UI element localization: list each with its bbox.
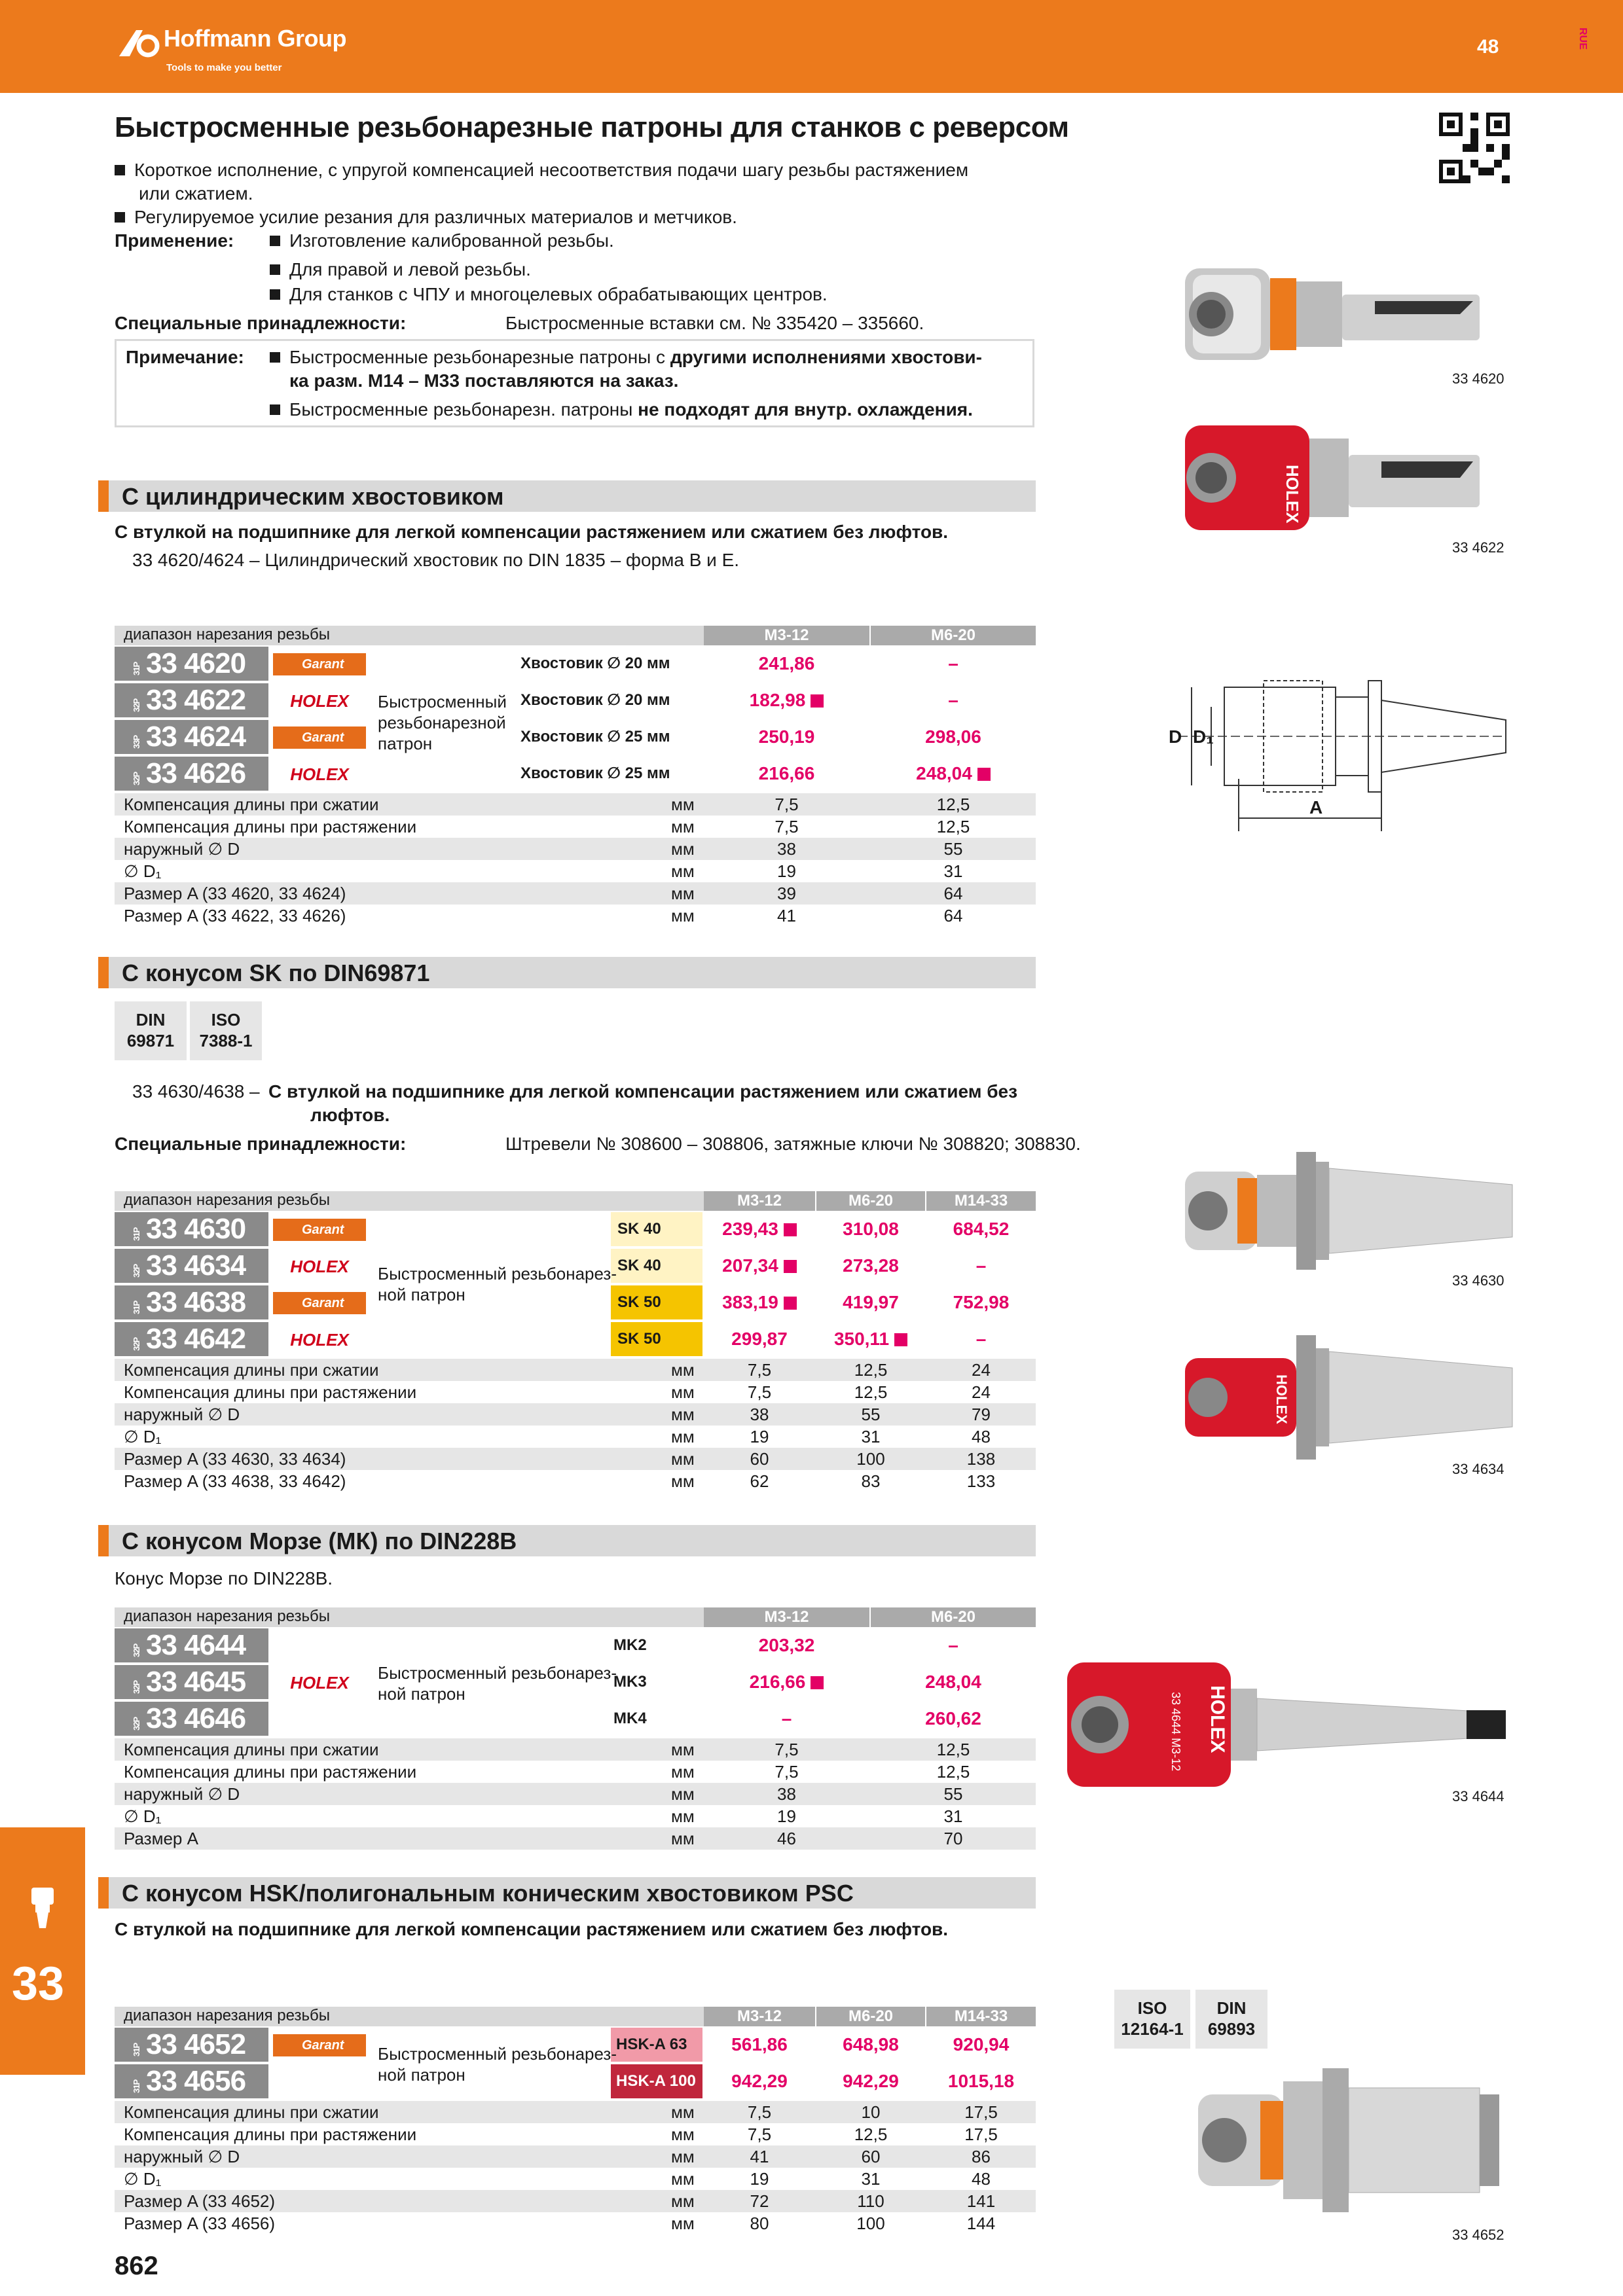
chapter-tab bbox=[0, 1827, 85, 2075]
standard-badge-iso: ISO 7388-1 bbox=[190, 1001, 262, 1060]
spec-row: Размер A (33 4622, 33 4626) мм 41 64 bbox=[124, 906, 963, 925]
section-header-hsk: С конусом HSK/полигональным коническим хвостовиком PSC bbox=[98, 1877, 1036, 1909]
spec-row: наружный ∅ D мм 38 55 bbox=[115, 1783, 1036, 1805]
price: 239,43 bbox=[704, 1212, 815, 1246]
spec-row: Размер A (33 4652) мм 72 110 141 bbox=[115, 2190, 1036, 2212]
section-4-subtitle: С втулкой на подшипнике для легкой компенсации растяжением или сжатием без люфтов. bbox=[115, 1919, 949, 1939]
brand-logo-garant: Garant bbox=[273, 1292, 366, 1314]
col-m6-20: M6-20 bbox=[816, 1191, 925, 1211]
article-number: 32P 33 4622 bbox=[115, 683, 268, 717]
page-number-top: 48 bbox=[1477, 36, 1499, 58]
article-number: 32P 33 4644 bbox=[115, 1628, 268, 1662]
image-caption-334652: 33 4652 bbox=[1452, 2227, 1504, 2243]
article-number: 31P 33 4620 bbox=[115, 647, 268, 681]
brand-tagline: Tools to make you better bbox=[166, 62, 282, 73]
price: – bbox=[948, 653, 958, 673]
spec-row: наружный ∅ D мм 38 55 bbox=[115, 838, 1036, 860]
shank-size: Хвостовик ∅ 20 мм bbox=[520, 691, 670, 709]
col-m6-20: M6-20 bbox=[816, 2007, 925, 2026]
image-caption-334630: 33 4630 bbox=[1452, 1272, 1504, 1289]
taper-size: SK 50 bbox=[611, 1285, 702, 1319]
brand-logo-garant: Garant bbox=[273, 2034, 366, 2056]
intro-bullet-1-cont: или сжатием. bbox=[139, 183, 253, 204]
spec-row: Компенсация длины при растяжении мм 7,5 12,5 bbox=[124, 1762, 970, 1782]
price: 273,28 bbox=[843, 1255, 899, 1276]
spec-row: Размер A (33 4638, 33 4642) мм 62 83 133 bbox=[124, 1471, 996, 1491]
svg-text:33 4644 M3-12: 33 4644 M3-12 bbox=[1169, 1692, 1182, 1772]
col-m14-33: M14-33 bbox=[926, 1191, 1036, 1211]
product-name: Быстросменный резьбонарезной патрон bbox=[378, 692, 507, 753]
spec-row: Размер A (33 4620, 33 4624) мм 39 64 bbox=[115, 882, 1036, 905]
spec-row: наружный ∅ D мм 38 55 79 bbox=[115, 1403, 1036, 1426]
price: 248,04 bbox=[871, 757, 1036, 791]
note-item-1-cont: ка разм. М14 – М33 поставляются на заказ. bbox=[289, 370, 679, 391]
price: 561,86 bbox=[731, 2034, 788, 2054]
chapter-number: 33 bbox=[12, 1958, 65, 2010]
spec-row: ∅ D₁ мм 19 31 48 bbox=[124, 2169, 991, 2189]
price: 942,29 bbox=[843, 2071, 899, 2091]
spec-row: Компенсация длины при растяжении мм 7,5 12,5 bbox=[124, 817, 970, 836]
col-m14-33: M14-33 bbox=[926, 2007, 1036, 2026]
article-number: 32P 33 4634 bbox=[115, 1249, 268, 1283]
taper-size: HSK-A 63 bbox=[611, 2028, 702, 2062]
article-number: 31P 33 4652 bbox=[115, 2028, 268, 2062]
article-number: 31P 33 4656 bbox=[115, 2064, 268, 2098]
section-2-acc-text: Штревели № 308600 – 308806, затяжные ключи № 308820; 308830. bbox=[505, 1134, 1081, 1154]
price: 383,19 bbox=[704, 1285, 815, 1319]
brand-logo-holex: HOLEX bbox=[273, 763, 366, 785]
stock-marker-icon bbox=[784, 1260, 797, 1273]
col-m3-12: M3-12 bbox=[704, 1607, 869, 1627]
taper-size: MK3 bbox=[613, 1673, 647, 1691]
shank-size: Хвостовик ∅ 25 мм bbox=[520, 728, 670, 745]
intro-bullet-1: Короткое исполнение, с упругой компенсацией несоответствия подачи шагу резьбы растяжением bbox=[115, 158, 968, 182]
brand-logo-garant: Garant bbox=[273, 653, 366, 675]
svg-text:HOLEX: HOLEX bbox=[1207, 1685, 1228, 1753]
article-number: 32P 33 4642 bbox=[115, 1322, 268, 1356]
image-caption-334620: 33 4620 bbox=[1452, 370, 1504, 387]
brand-logo-garant: Garant bbox=[273, 726, 366, 749]
product-name: Быстросменный резьбонарез- ной патрон bbox=[378, 2044, 617, 2085]
note-item-1: Быстросменные резьбонарезные патроны с другими исполнениями хвостови- bbox=[270, 346, 982, 369]
standard-badge-din: DIN 69871 bbox=[115, 1001, 187, 1060]
table-row bbox=[115, 683, 1036, 719]
table-row bbox=[115, 757, 1036, 792]
standard-badge-iso: ISO 12164-1 bbox=[1114, 1990, 1190, 2049]
price: 648,98 bbox=[843, 2034, 899, 2054]
application-item-1: Изготовление калиброванной резьбы. bbox=[270, 229, 614, 253]
spec-row: Размер A (33 4656) мм 80 100 144 bbox=[124, 2214, 996, 2233]
section-header-cylindrical: С цилиндрическим хвостовиком bbox=[98, 480, 1036, 512]
range-label: диапазон нарезания резьбы bbox=[115, 1607, 704, 1627]
brand-logo-holex: HOLEX bbox=[273, 1672, 366, 1694]
svg-text:HOLEX: HOLEX bbox=[1273, 1374, 1290, 1424]
spec-row: Размер A (33 4630, 33 4634) мм 60 100 138 bbox=[115, 1448, 1036, 1470]
article-number: 32P 33 4626 bbox=[115, 757, 268, 791]
col-m3-12: M3-12 bbox=[704, 626, 869, 645]
stock-marker-icon bbox=[811, 694, 824, 708]
col-m3-12: M3-12 bbox=[704, 1191, 815, 1211]
section-1-desc: 33 4620/4624 – Цилиндрический хвостовик по DIN 1835 – форма B и E. bbox=[132, 550, 740, 570]
taper-size: SK 40 bbox=[611, 1212, 702, 1246]
article-number: 32P 33 4646 bbox=[115, 1702, 268, 1736]
dimension-drawing bbox=[1165, 674, 1519, 838]
article-number: 31P 33 4630 bbox=[115, 1212, 268, 1246]
stock-marker-icon bbox=[811, 1676, 824, 1689]
product-image-334630 bbox=[1178, 1139, 1519, 1283]
price: 203,32 bbox=[758, 1635, 815, 1655]
range-label: диапазон нарезания резьбы bbox=[115, 2007, 704, 2026]
standard-badge-din: DIN 69893 bbox=[1195, 1990, 1267, 2049]
table-row bbox=[115, 1322, 1036, 1357]
product-image-334644 bbox=[1061, 1653, 1519, 1797]
price: – bbox=[948, 1635, 958, 1655]
page-number-bottom: 862 bbox=[115, 2251, 158, 2280]
dim-label-d: D bbox=[1169, 726, 1182, 747]
price: 216,66 bbox=[758, 763, 815, 783]
price: 942,29 bbox=[731, 2071, 788, 2091]
spec-row: Компенсация длины при сжатии мм 7,5 10 17,5 bbox=[115, 2101, 1036, 2123]
page-title: Быстросменные резьбонарезные патроны для станков с реверсом bbox=[115, 111, 1069, 143]
price: 350,11 bbox=[816, 1322, 925, 1356]
price: – bbox=[948, 690, 958, 710]
spec-row: Компенсация длины при растяжении мм 7,5 12,5 24 bbox=[124, 1382, 991, 1402]
stock-marker-icon bbox=[784, 1223, 797, 1236]
price: – bbox=[976, 1329, 987, 1349]
application-item-3: Для станков с ЧПУ и многоцелевых обрабатывающих центров. bbox=[270, 283, 828, 306]
product-name: Быстросменный резьбонарез- ной патрон bbox=[378, 1663, 617, 1704]
col-m6-20: M6-20 bbox=[871, 626, 1036, 645]
image-caption-334634: 33 4634 bbox=[1452, 1461, 1504, 1477]
product-image-334622 bbox=[1178, 419, 1486, 537]
brand-logo-holex: HOLEX bbox=[273, 690, 366, 712]
taper-size: HSK-A 100 bbox=[611, 2064, 702, 2098]
col-m6-20: M6-20 bbox=[871, 1607, 1036, 1627]
section-2-desc-cont: люфтов. bbox=[310, 1105, 390, 1125]
svg-text:HOLEX: HOLEX bbox=[1283, 465, 1302, 524]
spec-row: ∅ D₁ мм 19 31 48 bbox=[124, 1427, 991, 1446]
product-image-334634 bbox=[1178, 1322, 1519, 1473]
taper-size: SK 40 bbox=[611, 1249, 702, 1283]
table-row bbox=[115, 720, 1036, 755]
brand-logo-holex: HOLEX bbox=[273, 1329, 366, 1351]
price: 299,87 bbox=[731, 1329, 788, 1349]
section-header-sk: С конусом SK по DIN69871 bbox=[98, 957, 1036, 988]
price: 241,86 bbox=[758, 653, 815, 673]
brand-name: Hoffmann Group bbox=[164, 25, 346, 52]
price: 298,06 bbox=[925, 726, 981, 747]
spec-row: Компенсация длины при сжатии мм 7,5 12,5 bbox=[115, 1738, 1036, 1761]
article-number: 31P 33 4638 bbox=[115, 1285, 268, 1319]
price: 207,34 bbox=[704, 1249, 815, 1283]
intro-bullet-2: Регулируемое усилие резания для различных материалов и метчиков. bbox=[115, 206, 737, 229]
note-label: Примечание: bbox=[126, 347, 244, 367]
price: – bbox=[976, 1255, 987, 1276]
product-name: Быстросменный резьбонарез- ной патрон bbox=[378, 1264, 617, 1304]
table-row bbox=[115, 1628, 1036, 1664]
accessories-label: Специальные принадлежности: bbox=[115, 313, 407, 333]
qr-code-icon bbox=[1439, 113, 1510, 183]
price: 250,19 bbox=[758, 726, 815, 747]
price: 752,98 bbox=[953, 1292, 1010, 1312]
spec-row: Размер A мм 46 70 bbox=[115, 1827, 1036, 1850]
col-m3-12: M3-12 bbox=[704, 2007, 815, 2026]
price: 920,94 bbox=[953, 2034, 1010, 2054]
taper-size: MK2 bbox=[613, 1636, 647, 1654]
stock-marker-icon bbox=[977, 768, 991, 781]
price: 1015,18 bbox=[947, 2071, 1015, 2091]
note-item-2: Быстросменные резьбонарезн. патроны не подходят для внутр. охлаждения. bbox=[270, 398, 973, 422]
accessories-text: Быстросменные вставки см. № 335420 – 335660. bbox=[505, 313, 924, 333]
range-label: диапазон нарезания резьбы bbox=[115, 626, 704, 645]
taper-size: MK4 bbox=[613, 1710, 647, 1727]
spec-row: Компенсация длины при растяжении мм 7,5 12,5 17,5 bbox=[124, 2125, 998, 2144]
product-image-334620 bbox=[1178, 259, 1486, 370]
price: 419,97 bbox=[843, 1292, 899, 1312]
application-item-2: Для правой и левой резьбы. bbox=[270, 258, 531, 281]
dim-label-d1: D₁ bbox=[1193, 726, 1214, 747]
section-3-desc: Конус Морзе по DIN228B. bbox=[115, 1568, 333, 1588]
shank-size: Хвостовик ∅ 25 мм bbox=[520, 764, 670, 782]
taper-size: SK 50 bbox=[611, 1322, 702, 1356]
section-1-subtitle: С втулкой на подшипнике для легкой компенсации растяжением или сжатием без люфтов. bbox=[115, 522, 949, 542]
price: 260,62 bbox=[925, 1708, 981, 1729]
price: 182,98 bbox=[704, 683, 869, 717]
table-row bbox=[115, 647, 1036, 682]
spec-row: Компенсация длины при сжатии мм 7,5 12,5 24 bbox=[115, 1359, 1036, 1381]
price: 248,04 bbox=[925, 1672, 981, 1692]
price: 684,52 bbox=[953, 1219, 1010, 1239]
brand-logo-holex: HOLEX bbox=[273, 1255, 366, 1278]
spec-row: ∅ D₁ мм 19 31 bbox=[124, 1806, 963, 1826]
price: 216,66 bbox=[704, 1665, 869, 1699]
image-caption-334644: 33 4644 bbox=[1452, 1788, 1504, 1804]
section-header-morse: С конусом Морзе (МК) по DIN228B bbox=[98, 1525, 1036, 1556]
dim-label-a: A bbox=[1309, 797, 1323, 817]
article-number: 32P 33 4645 bbox=[115, 1665, 268, 1699]
section-2-desc: С втулкой на подшипнике для легкой компенсации растяжением или сжатием без bbox=[268, 1081, 1017, 1102]
language-code: RUE bbox=[1577, 27, 1588, 50]
brand-logo-garant: Garant bbox=[273, 1219, 366, 1241]
application-label: Применение: bbox=[115, 230, 234, 251]
stock-marker-icon bbox=[784, 1297, 797, 1310]
spec-row: наружный ∅ D мм 41 60 86 bbox=[115, 2145, 1036, 2168]
product-image-334652 bbox=[1192, 2062, 1506, 2219]
section-2-desc-code: 33 4630/4638 – bbox=[132, 1081, 260, 1102]
table-row bbox=[115, 1702, 1036, 1737]
range-label: диапазон нарезания резьбы bbox=[115, 1191, 704, 1211]
price: – bbox=[781, 1708, 792, 1729]
tap-chuck-icon bbox=[26, 1885, 59, 1931]
image-caption-334622: 33 4622 bbox=[1452, 539, 1504, 556]
hoffmann-logo-icon bbox=[117, 26, 162, 60]
price: 310,08 bbox=[843, 1219, 899, 1239]
shank-size: Хвостовик ∅ 20 мм bbox=[520, 655, 670, 672]
article-number: 33P 33 4624 bbox=[115, 720, 268, 754]
section-2-acc-label: Специальные принадлежности: bbox=[115, 1134, 407, 1154]
spec-row: Компенсация длины при сжатии мм 7,5 12,5 bbox=[115, 793, 1036, 816]
table-row bbox=[115, 1212, 1036, 1247]
stock-marker-icon bbox=[894, 1333, 907, 1346]
spec-row: ∅ D₁ мм 19 31 bbox=[124, 861, 963, 881]
